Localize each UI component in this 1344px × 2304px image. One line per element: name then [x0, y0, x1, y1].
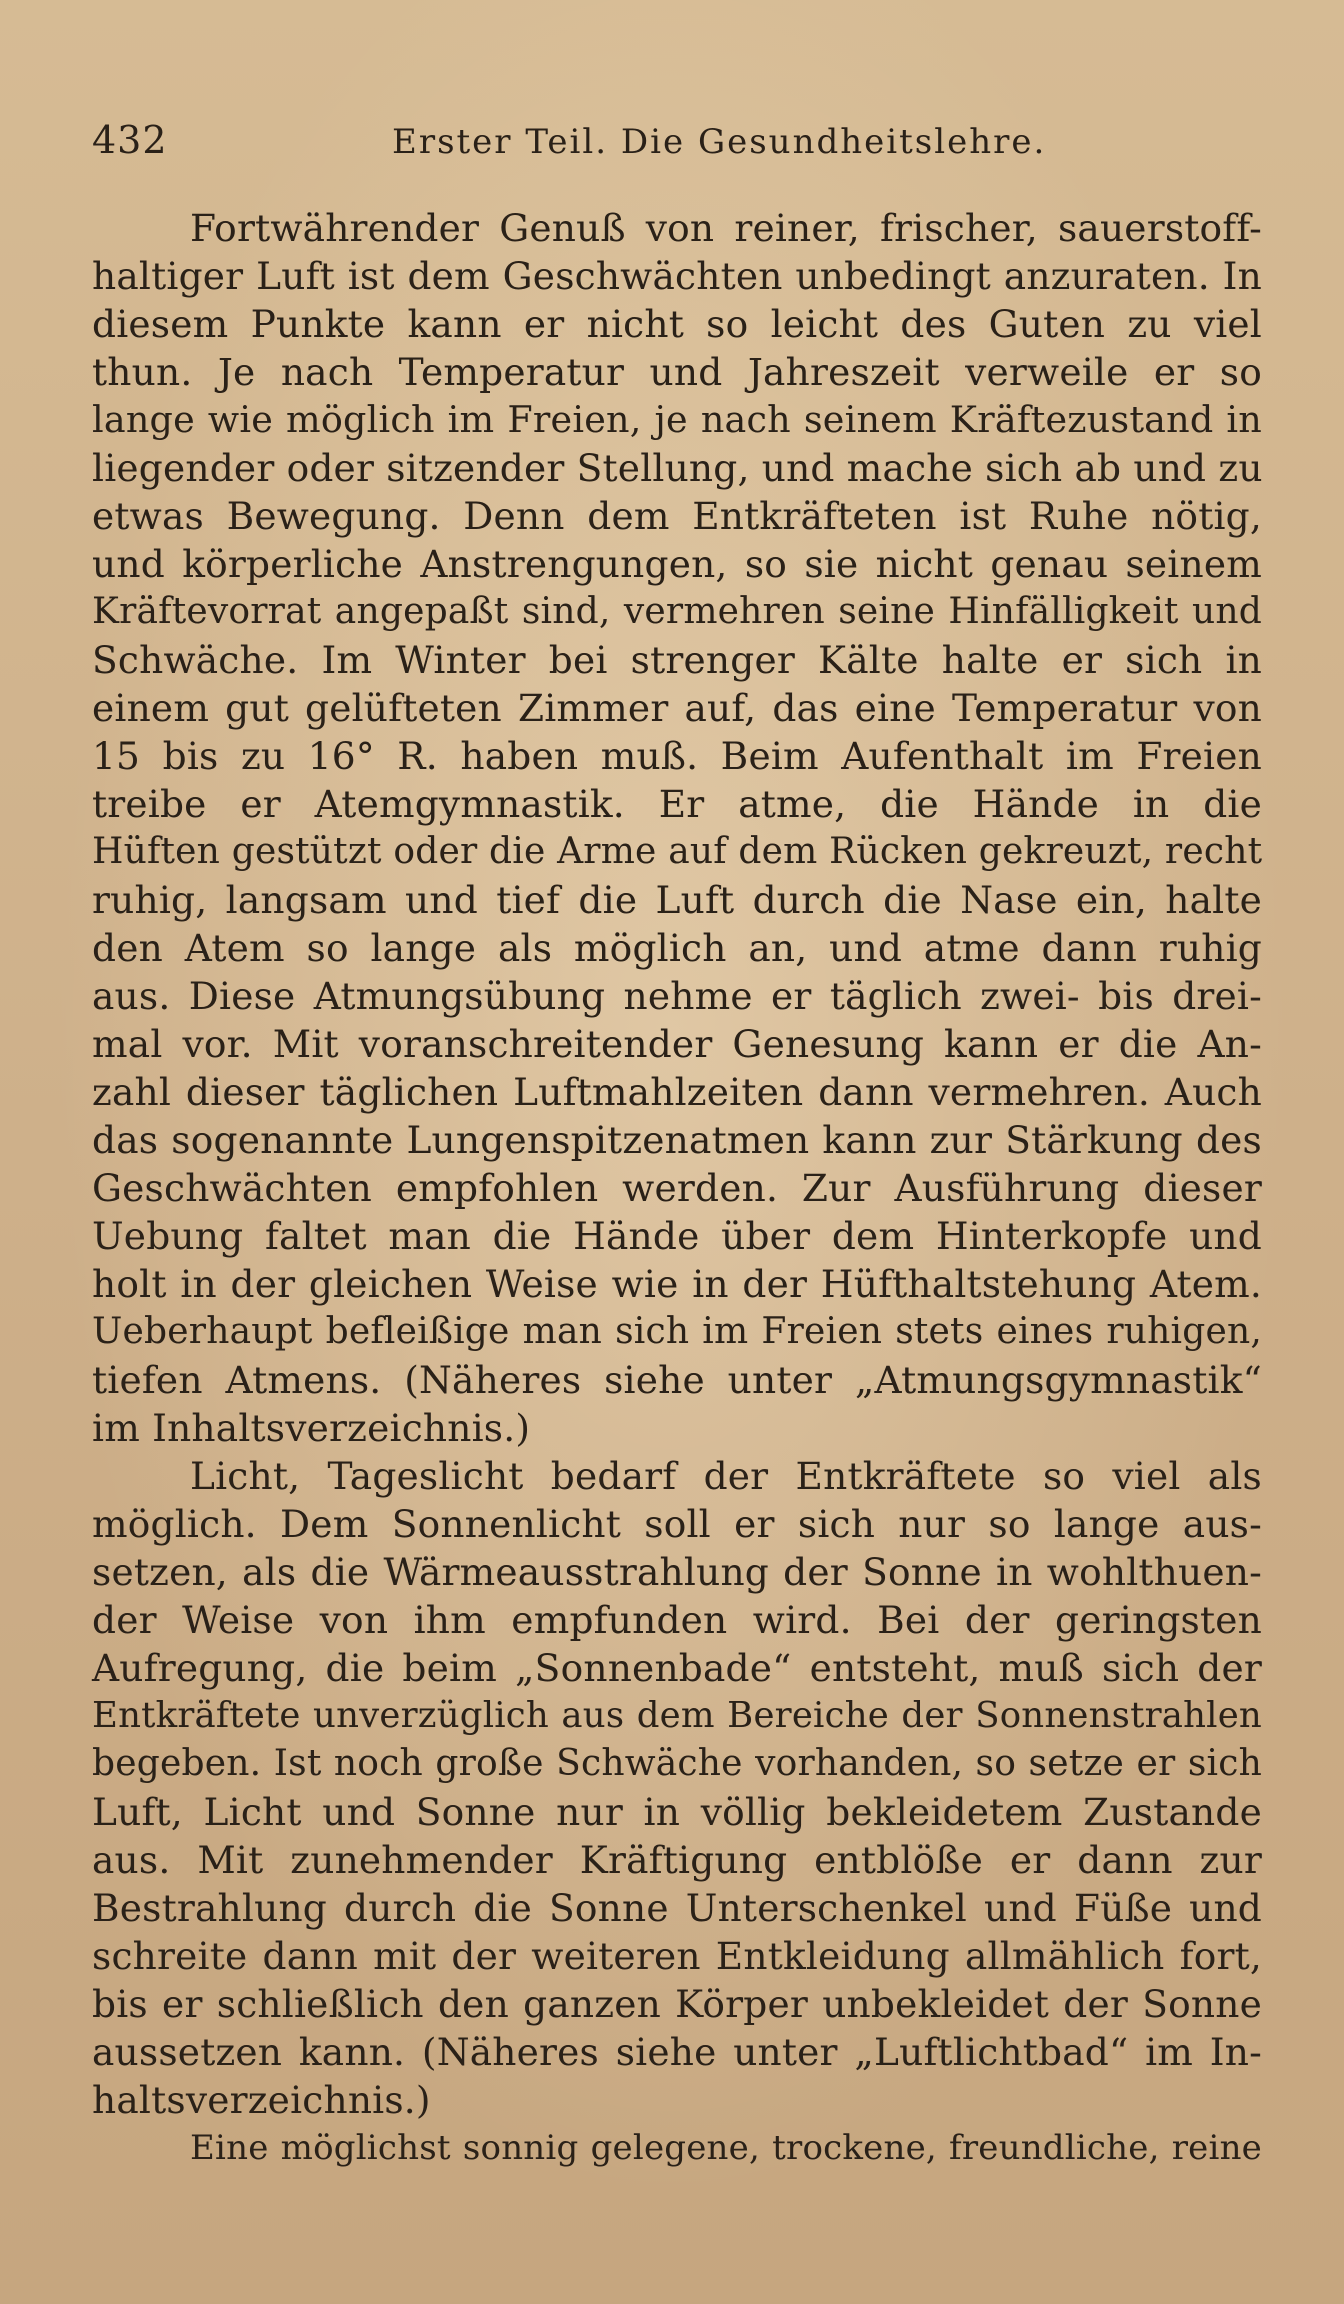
text-line: schreite dann mit der weiteren Entkleidung allmählich fort, [92, 1934, 1262, 1978]
text-line: setzen, als die Wärmeausstrahlung der Sonne in wohlthuen- [92, 1550, 1262, 1594]
text-line: Entkräftete unverzüglich aus dem Bereiche der Sonnenstrahlen [92, 1695, 1262, 1736]
text-line: und körperliche Anstrengungen, so sie nicht genau seinem [92, 542, 1262, 586]
text-line: liegender oder sitzender Stellung, und mache sich ab und zu [92, 446, 1263, 490]
text-line: lange wie möglich im Freien, je nach seinem Kräftezustand in [92, 398, 1262, 441]
text-line: Licht, Tageslicht bedarf der Entkräftete so viel als [190, 1454, 1262, 1498]
text-line: Bestrahlung durch die Sonne Unterschenkel und Füße und [92, 1886, 1262, 1930]
text-line: Eine möglichst sonnig gelegene, trockene, freundliche, reine [190, 2128, 1262, 2168]
text-line: diesem Punkte kann er nicht so leicht des Guten zu viel [92, 302, 1262, 346]
text-line: Luft, Licht und Sonne nur in völlig bekleidetem Zustande [92, 1790, 1262, 1834]
text-line: Aufregung, die beim „Sonnenbade“ entsteht, muß sich der [92, 1646, 1262, 1690]
text-line: bis er schließlich den ganzen Körper unbekleidet der Sonne [92, 1982, 1262, 2026]
text-line: möglich. Dem Sonnenlicht soll er sich nur so lange aus- [92, 1502, 1262, 1546]
text-line: im Inhaltsverzeichnis.) [92, 1406, 531, 1450]
body-text [92, 204, 1262, 2172]
text-line: Schwäche. Im Winter bei strenger Kälte halte er sich in [92, 638, 1262, 682]
text-line: zahl dieser täglichen Luftmahlzeiten dann vermehren. Auch [92, 1070, 1262, 1114]
text-line: der Weise von ihm empfunden wird. Bei der geringsten [92, 1598, 1262, 1642]
text-line: mal vor. Mit voranschreitender Genesung kann er die An- [92, 1022, 1262, 1066]
text-line: Fortwährender Genuß von reiner, frischer, sauerstoff- [190, 206, 1262, 250]
running-head: Erster Teil. Die Gesundheitslehre. [392, 122, 1047, 162]
text-line: thun. Je nach Temperatur und Jahreszeit verweile er so [92, 350, 1262, 394]
page-number: 432 [92, 118, 168, 162]
page-header [92, 118, 1254, 170]
text-line: das sogenannte Lungenspitzenatmen kann zur Stärkung des [92, 1118, 1262, 1162]
text-line: den Atem so lange als möglich an, und atme dann ruhig [92, 926, 1262, 970]
text-line: aus. Mit zunehmender Kräftigung entblöße er dann zur [92, 1838, 1262, 1882]
text-line: tiefen Atmens. (Näheres siehe unter „Atmungsgymnastik“ [92, 1358, 1262, 1402]
text-line: Kräftevorrat angepaßt sind, vermehren seine Hinfälligkeit und [92, 591, 1262, 632]
text-line: begeben. Ist noch große Schwäche vorhanden, so setze er sich [92, 1743, 1262, 1784]
text-line: aussetzen kann. (Näheres siehe unter „Luftlichtbad“ im In- [92, 2030, 1262, 2074]
text-line: etwas Bewegung. Denn dem Entkräfteten ist Ruhe nötig, [92, 494, 1262, 538]
text-line: 15 bis zu 16° R. haben muß. Beim Aufenthalt im Freien [92, 734, 1262, 778]
text-line: haltiger Luft ist dem Geschwächten unbedingt anzuraten. In [92, 254, 1262, 298]
text-line: Hüften gestützt oder die Arme auf dem Rücken gekreuzt, recht [92, 831, 1263, 872]
text-line: holt in der gleichen Weise wie in der Hüfthaltstehung Atem. [92, 1262, 1262, 1306]
text-line: Uebung faltet man die Hände über dem Hinterkopfe und [92, 1214, 1262, 1258]
text-line: haltsverzeichnis.) [92, 2078, 431, 2122]
text-line: Geschwächten empfohlen werden. Zur Ausführung dieser [92, 1166, 1262, 1210]
text-line: ruhig, langsam und tief die Luft durch die Nase ein, halte [92, 878, 1262, 922]
text-line: einem gut gelüfteten Zimmer auf, das eine Temperatur von [92, 686, 1262, 730]
text-line: Ueberhaupt befleißige man sich im Freien stets eines ruhigen, [92, 1311, 1262, 1352]
text-line: treibe er Atemgymnastik. Er atme, die Hände in die [92, 782, 1262, 826]
text-line: aus. Diese Atmungsübung nehme er täglich zwei- bis drei- [92, 974, 1262, 1018]
